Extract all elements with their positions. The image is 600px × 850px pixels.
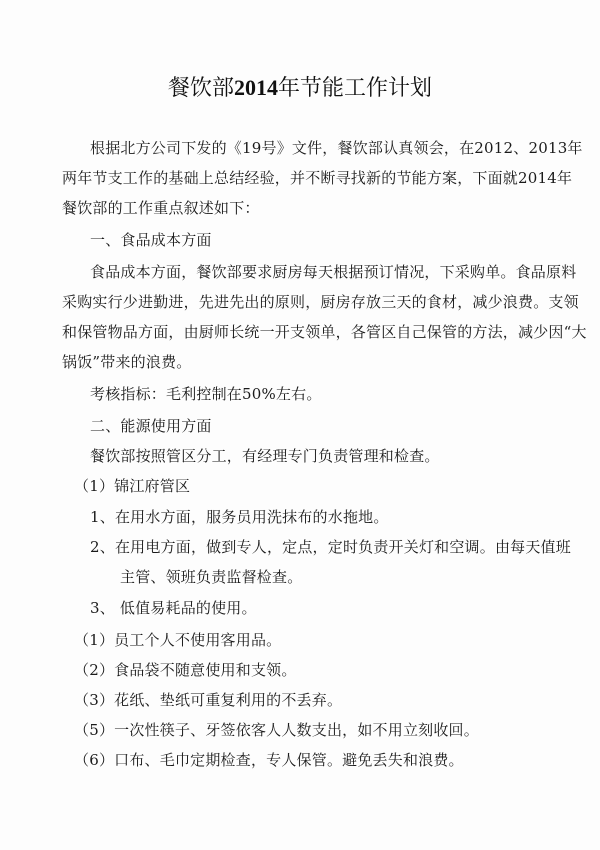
intro-line-2: 两年节支工作的基础上总结经验，并不断寻找新的节能方案，下面就2014年 bbox=[62, 169, 573, 187]
subitem-6: （6）口布、毛巾定期检查，专人保管。避免丢失和浪费。 bbox=[74, 751, 464, 769]
subitem-3: （3）花纸、垫纸可重复利用的不丢弃。 bbox=[74, 691, 343, 709]
subitem-1: （1）员工个人不使用客用品。 bbox=[74, 631, 282, 649]
title-suffix: 年节能工作计划 bbox=[278, 76, 433, 101]
item-1: 1、在用水方面，服务员用洗抹布的水拖地。 bbox=[90, 508, 389, 526]
title-prefix: 餐饮部 bbox=[167, 76, 234, 101]
section1-body-line-1: 食品成本方面，餐饮部要求厨房每天根据预订情况，下采购单。食品原料 bbox=[90, 263, 577, 281]
section1-heading: 一、食品成本方面 bbox=[90, 231, 212, 249]
title-year: 2014 bbox=[234, 75, 278, 100]
item-2-line-2: 主管、领班负责监督检查。 bbox=[120, 568, 303, 586]
subitem-2: （2）食品袋不随意使用和支领。 bbox=[74, 661, 297, 679]
item-2-line-1: 2、在用电方面，做到专人，定点，定时负责开关灯和空调。由每天值班 bbox=[90, 538, 571, 556]
section1-kpi: 考核指标：毛利控制在50%左右。 bbox=[90, 385, 322, 403]
intro-line-1: 根据北方公司下发的《19号》文件，餐饮部认真领会，在2012、2013年 bbox=[90, 139, 583, 157]
item-3: 3、 低值易耗品的使用。 bbox=[90, 599, 257, 617]
section1-body-line-3: 和保管物品方面，由厨师长统一开支领单，各管区自己保管的方法，减少因“大 bbox=[62, 323, 587, 341]
section1-body-line-2: 采购实行少进勤进，先进先出的原则，厨房存放三天的食材，减少浪费。支领 bbox=[62, 293, 579, 311]
intro-line-3: 餐饮部的工作重点叙述如下： bbox=[62, 199, 260, 217]
section2-heading: 二、能源使用方面 bbox=[90, 417, 212, 435]
section2-body: 餐饮部按照管区分工，有经理专门负责管理和检查。 bbox=[90, 447, 440, 465]
section1-body-line-4: 锅饭”带来的浪费。 bbox=[62, 353, 192, 371]
area-heading: （1）锦江府管区 bbox=[74, 477, 191, 495]
subitem-5: （5）一次性筷子、牙签依客人人数支出，如不用立刻收回。 bbox=[74, 721, 479, 739]
document-title bbox=[0, 74, 600, 103]
